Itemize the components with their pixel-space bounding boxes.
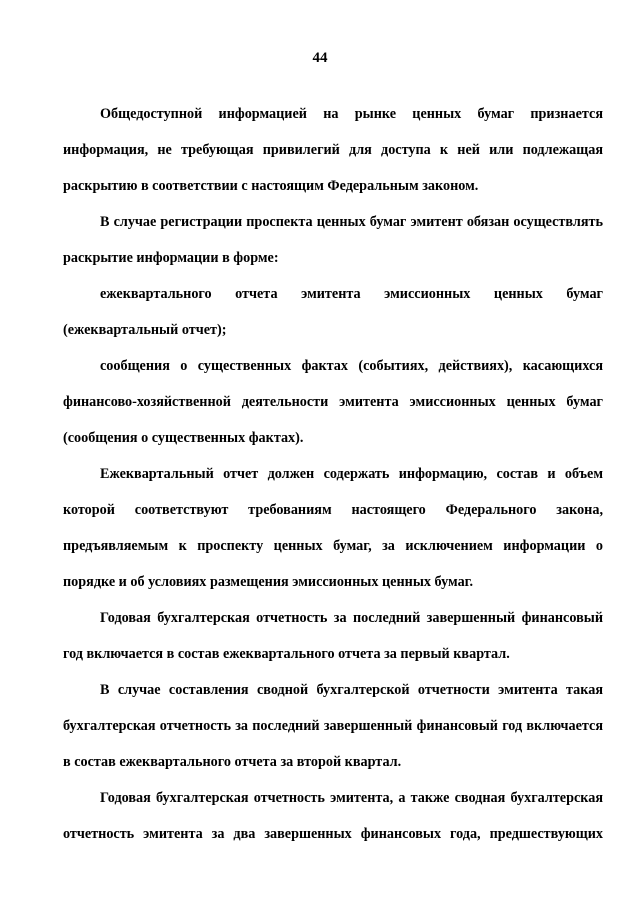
paragraph-consolidated-accounting: В случае составления сводной бухгалтерской отчетности эмитента такая бухгалтерская отчетность за последний завершенный финансовый год включается в состав ежеквартального отчета за второй квартал. [63,682,603,770]
paragraph-prospectus-disclosure: В случае регистрации проспекта ценных бумаг эмитент обязан осуществлять раскрытие информации в форме: [63,214,603,266]
document-body [63,96,603,852]
paragraph-annual-accounting: Годовая бухгалтерская отчетность за последний завершенный финансовый год включается в состав ежеквартального отчета за первый квартал. [63,610,603,662]
paragraph-quarterly-report-item: ежеквартального отчета эмитента эмиссионных ценных бумаг (ежеквартальный отчет); [63,286,603,338]
paragraph-quarterly-report-content: Ежеквартальный отчет должен содержать информацию, состав и объем которой соответствуют требованиям настоящего Федерального закона, предъявляемым к проспекту ценных бумаг, за исключением информации о порядке и об условиях размещения эмиссионных ценных бумаг. [63,466,603,590]
paragraph-two-years-accounting: Годовая бухгалтерская отчетность эмитента, а также сводная бухгалтерская отчетность эмитента за два завершенных финансовых года, предшествующих [63,790,603,842]
paragraph-material-facts-item: сообщения о существенных фактах (событиях, действиях), касающихся финансово-хозяйственной деятельности эмитента эмиссионных ценных бумаг (сообщения о существенных фактах). [63,358,603,446]
paragraph-public-information: Общедоступной информацией на рынке ценных бумаг признается информация, не требующая привилегий для доступа к ней или подлежащая раскрытию в соответствии с настоящим Федеральным законом. [63,106,603,194]
page-number: 44 [312,50,328,66]
